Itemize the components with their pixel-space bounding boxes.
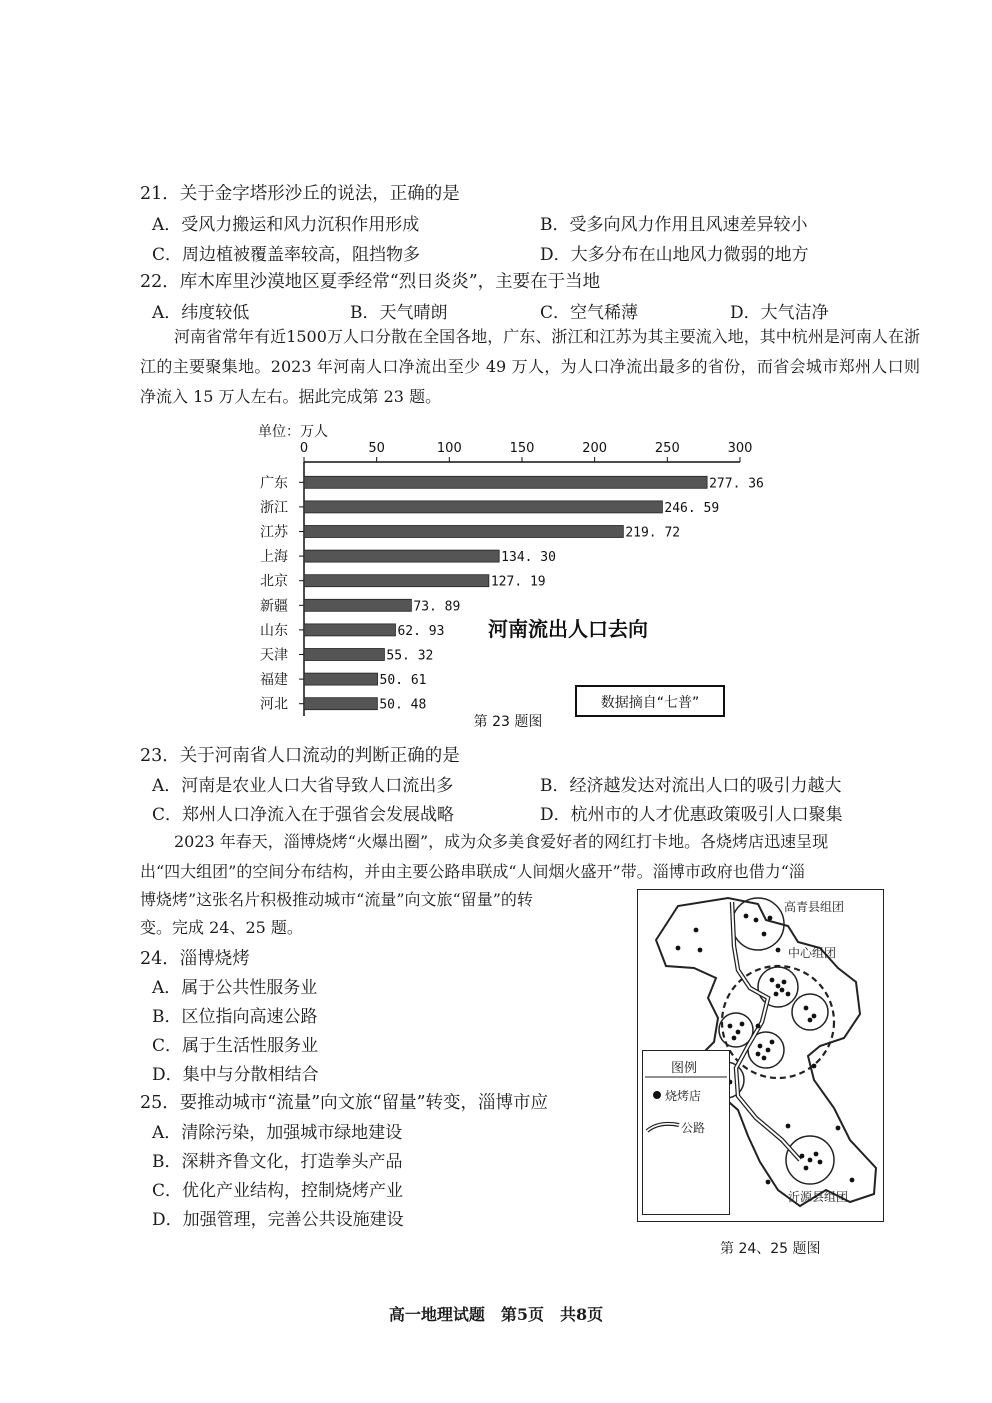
q23-option-b: B．经济越发达对流出人口的吸引力越大 xyxy=(540,776,842,796)
bar-value-label: 277. 36 xyxy=(709,476,764,492)
q23-stem: 23．关于河南省人口流动的判断正确的是 xyxy=(140,746,460,766)
q21-option-d: D．大多分布在山地风力微弱的地方 xyxy=(540,245,809,265)
category-label: 江苏 xyxy=(260,524,288,541)
q21-stem: 21．关于金字塔形沙丘的说法，正确的是 xyxy=(140,184,460,204)
x-tick-label: 150 xyxy=(509,441,535,456)
q25-stem: 25．要推动城市“流量”向文旅“留量”转变，淄博市应 xyxy=(140,1093,549,1113)
bar-value-label: 62. 93 xyxy=(397,623,445,639)
map-caption: 第 24、25 题图 xyxy=(720,1241,821,1257)
chart-caption: 第 23 题图 xyxy=(473,714,543,730)
bar-value-label: 127. 19 xyxy=(490,574,546,590)
center-circle-3 xyxy=(792,994,828,1030)
q22-option-a: A．纬度较低 xyxy=(152,303,250,323)
q23-option-d: D．杭州市的人才优惠政策吸引人口聚集 xyxy=(540,805,843,825)
category-label: 福建 xyxy=(260,672,288,689)
category-label: 上海 xyxy=(260,549,288,566)
bar-value-label: 73. 89 xyxy=(413,599,461,615)
bar xyxy=(304,575,489,587)
q21-option-c: C．周边植被覆盖率较高，阻挡物多 xyxy=(152,245,421,265)
bar xyxy=(304,599,411,611)
q25-option-c: C．优化产业结构，控制烧烤产业 xyxy=(152,1181,404,1201)
q24-option-a: A．属于公共性服务业 xyxy=(152,978,318,998)
intro-q23: 河南省常年有近1500万人口分散在全国各地，广东、浙江和江苏为其主要流入地，其中杭州是河南人在浙江的主要聚集地。2023 年河南人口净流出至少 49 万人，为人口净流出最多的省份，而省会城市郑州人口则净流入 15 万人左右。据此完成第 23 题。 xyxy=(140,327,920,406)
q22-stem: 22．库木库里沙漠地区夏季经常“烈日炎炎”，主要在于当地 xyxy=(140,272,601,292)
intro-q24-line-3: 博烧烤”这张名片积极推动城市“流量”向文旅“留量”的转 xyxy=(140,890,533,909)
source-note: 数据摘自“七普” xyxy=(600,695,700,711)
q22-option-c: C．空气稀薄 xyxy=(540,303,639,323)
chart-unit-label: 单位：万人 xyxy=(258,424,328,440)
bar xyxy=(304,624,395,636)
category-label: 山东 xyxy=(260,622,288,639)
q24-option-d: D．集中与分散相结合 xyxy=(152,1065,319,1085)
category-label: 新疆 xyxy=(260,598,288,615)
legend-highway: 公路 xyxy=(681,1121,706,1135)
bar xyxy=(304,649,384,661)
category-label: 河北 xyxy=(260,696,288,713)
population-outflow-chart xyxy=(230,418,790,738)
legend-bbq-shop: 烧烤店 xyxy=(665,1089,702,1103)
x-tick-label: 0 xyxy=(299,441,309,456)
q22-option-d: D．大气洁净 xyxy=(730,303,829,323)
label-center: 中心组团 xyxy=(788,946,837,960)
bar xyxy=(304,501,662,513)
label-gaoqing: 高青县组团 xyxy=(784,900,845,914)
q22-option-b: B．天气晴朗 xyxy=(350,303,448,323)
q21-option-b: B．受多向风力作用且风速差异较小 xyxy=(540,215,808,235)
bar-value-label: 50. 61 xyxy=(379,673,427,689)
bar-value-label: 246. 59 xyxy=(664,500,720,516)
intro-q24-line-2: 出“四大组团”的空间分布结构，并由主要公路串联成“人间烟火盛开”带。淄博市政府也借力“淄 xyxy=(140,862,805,881)
bar xyxy=(304,476,707,488)
bar-value-label: 50. 48 xyxy=(379,697,427,713)
q24-option-c: C．属于生活性服务业 xyxy=(152,1036,319,1056)
q23-option-a: A．河南是农业人口大省导致人口流出多 xyxy=(152,776,454,796)
category-label: 天津 xyxy=(260,647,288,664)
category-label: 广东 xyxy=(260,475,288,492)
zibo-bbq-map xyxy=(637,889,884,1222)
x-tick-label: 100 xyxy=(436,441,462,456)
bar xyxy=(304,673,378,685)
q25-option-a: A．清除污染，加强城市绿地建设 xyxy=(152,1123,403,1143)
bar-value-label: 219. 72 xyxy=(625,525,681,541)
x-tick-label: 50 xyxy=(368,441,385,456)
intro-q24-line-1: 2023 年春天，淄博烧烤“火爆出圈”，成为众多美食爱好者的网红打卡地。各烧烤店迅速呈现 xyxy=(174,832,829,851)
bar xyxy=(304,550,499,562)
category-label: 浙江 xyxy=(260,499,288,516)
q23-option-c: C．郑州人口净流入在于强省会发展战略 xyxy=(152,805,455,825)
q21-option-a: A．受风力搬运和风力沉积作用形成 xyxy=(152,215,420,235)
x-tick-label: 300 xyxy=(727,441,753,456)
q24-option-b: B．区位指向高速公路 xyxy=(152,1007,318,1027)
bar xyxy=(304,698,377,710)
x-tick-label: 200 xyxy=(582,441,608,456)
chart-title: 河南流出人口去向 xyxy=(488,617,648,641)
category-label: 北京 xyxy=(260,573,288,590)
intro-q24-line-4: 变。完成 24、25 题。 xyxy=(140,918,303,937)
q25-option-b: B．深耕齐鲁文化，打造拳头产品 xyxy=(152,1152,403,1172)
page-footer: 高一地理试题 第5页 共8页 xyxy=(388,1305,604,1324)
bar-value-label: 55. 32 xyxy=(386,648,434,664)
x-tick-label: 250 xyxy=(654,441,680,456)
legend-title: 图例 xyxy=(671,1061,698,1076)
bar xyxy=(304,526,623,538)
bbq-shop-legend-symbol xyxy=(653,1091,661,1099)
bar-value-label: 134. 30 xyxy=(501,550,556,566)
map-legend xyxy=(642,1050,730,1215)
q24-stem: 24．淄博烧烤 xyxy=(140,949,250,969)
q25-option-d: D．加强管理，完善公共设施建设 xyxy=(152,1210,404,1230)
label-yiyuan: 沂源县组团 xyxy=(788,1190,849,1204)
